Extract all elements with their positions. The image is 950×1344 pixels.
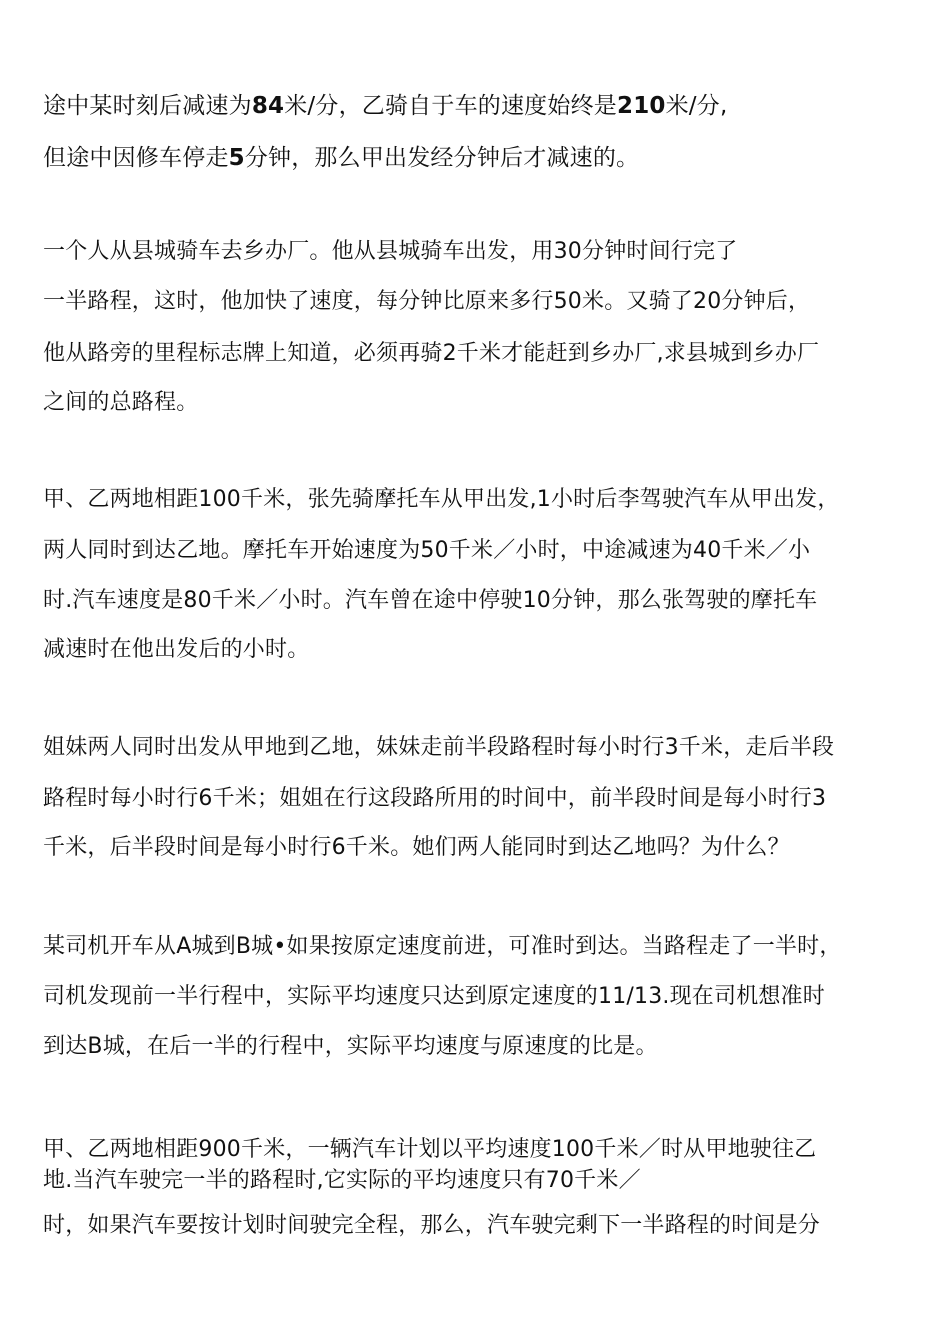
problem-4-line-3: 千米，后半段时间是每小时行6千米。她们两人能同时到达乙地吗？为什么？: [43, 835, 790, 860]
text-segment: 分钟，那么甲出发经分钟后才减速的。: [244, 145, 640, 171]
problem-2-line-1: 一个人从县城骑车去乡办厂。他从县城骑车出发，用30分钟时间行完了: [43, 239, 738, 264]
text-segment: 米/分,: [665, 93, 728, 119]
bold-number: 210: [616, 93, 666, 119]
problem-4-line-1: 姐妹两人同时出发从甲地到乙地，妹妹走前半段路程时每小时行3千米，走后半段: [43, 735, 835, 760]
bold-number: 5: [228, 145, 245, 171]
problem-2-line-2: 一半路程，这时，他加快了速度，每分钟比原来多行50米。又骑了20分钟后，: [43, 289, 811, 314]
problem-5-line-2: 司机发现前一半行程中，实际平均速度只达到原定速度的11/13.现在司机想准时: [43, 984, 825, 1009]
text-segment: 但途中因修车停走: [43, 145, 229, 171]
problem-1-line-2: [43, 144, 639, 172]
problem-3-line-4: 减速时在他出发后的小时。: [43, 637, 310, 662]
problem-2-line-4: 之间的总路程。: [43, 390, 199, 415]
problem-2-line-3: 他从路旁的里程标志牌上知道，必须再骑2千米才能赶到乡办厂,求县城到乡办厂: [43, 341, 820, 366]
problem-3-line-2: 两人同时到达乙地。摩托车开始速度为50千米／小时，中途减速为40千米／小: [43, 538, 811, 563]
text-segment: 米/分，乙骑自于车的速度始终是: [284, 93, 617, 119]
problem-5-line-3: 到达B城，在后一半的行程中，实际平均速度与原速度的比是。: [43, 1034, 658, 1059]
problem-3-line-1: 甲、乙两地相距100千米，张先骑摩托车从甲出发,1小时后李驾驶汽车从甲出发，: [43, 487, 840, 512]
problem-4-line-2: 路程时每小时行6千米；姐姐在行这段路所用的时间中，前半段时间是每小时行3: [43, 786, 827, 811]
problem-1-line-1: [43, 92, 727, 120]
text-segment: 途中某时刻后减速为: [43, 93, 252, 119]
bold-number: 84: [251, 93, 285, 119]
problem-3-line-3: 时.汽车速度是80千米／小时。汽车曾在途中停驶10分钟，那么张驾驶的摩托车: [43, 588, 818, 613]
problem-5-line-1: 某司机开车从A城到B城•如果按原定速度前进，可准时到达。当路程走了一半时，: [43, 934, 842, 959]
problem-6-line-1: 甲、乙两地相距900千米，一辆汽车计划以平均速度100千米／时从甲地驶往乙: [43, 1137, 817, 1162]
problem-6-line-3: 时，如果汽车要按计划时间驶完全程，那么，汽车驶完剩下一半路程的时间是分: [43, 1213, 821, 1238]
problem-6-line-2: 地.当汽车驶完一半的路程时,它实际的平均速度只有70千米／: [43, 1168, 641, 1193]
